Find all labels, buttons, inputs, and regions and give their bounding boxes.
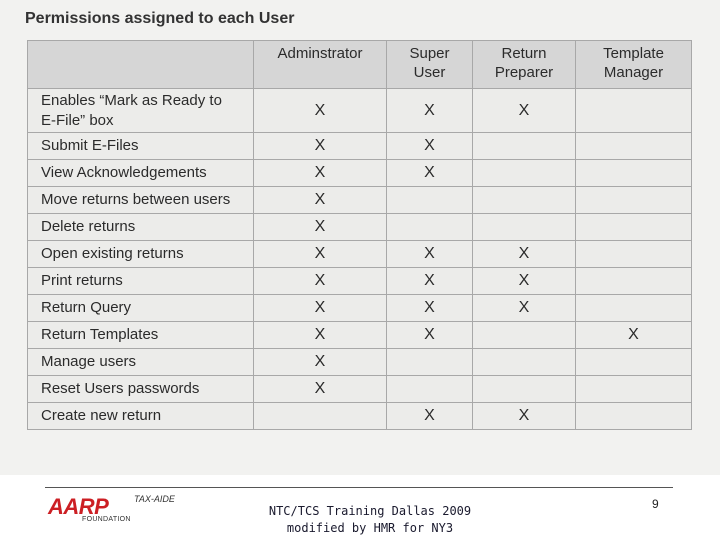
permission-cell (576, 133, 692, 160)
permission-cell (387, 376, 473, 403)
permission-cell: X (254, 268, 387, 295)
permission-cell: X (254, 295, 387, 322)
row-label: Create new return (28, 403, 254, 430)
table-row (28, 403, 692, 430)
row-label (28, 89, 254, 133)
table-row (28, 241, 692, 268)
table-row (28, 322, 692, 349)
row-label-line: Enables “Mark as Ready to (41, 91, 222, 109)
permission-cell: X (387, 160, 473, 187)
table-row (28, 187, 692, 214)
row-label: Open existing returns (28, 241, 254, 268)
permission-cell (387, 349, 473, 376)
table-row (28, 295, 692, 322)
permission-cell: X (254, 322, 387, 349)
permission-cell: X (254, 133, 387, 160)
permission-cell: X (473, 241, 576, 268)
table-row (28, 89, 692, 133)
table-row (28, 133, 692, 160)
row-label: Return Templates (28, 322, 254, 349)
column-header-template-manager (576, 41, 692, 89)
permission-cell (576, 214, 692, 241)
permission-cell: X (254, 89, 387, 133)
footer-divider (45, 487, 673, 488)
page-number: 9 (652, 497, 659, 511)
table-row (28, 214, 692, 241)
column-header-line: Adminstrator (277, 45, 363, 62)
column-header-super-user (387, 41, 473, 89)
column-header-return-preparer (473, 41, 576, 89)
permission-cell (387, 214, 473, 241)
permission-cell: X (387, 295, 473, 322)
permission-cell: X (387, 322, 473, 349)
logo-foundation: FOUNDATION (82, 516, 131, 523)
permission-cell (576, 187, 692, 214)
logo-wordmark: AARP (48, 494, 109, 519)
permission-cell: X (387, 403, 473, 430)
permission-cell (473, 322, 576, 349)
column-header-line: Template (603, 45, 664, 62)
permission-cell: X (473, 403, 576, 430)
permission-cell (254, 403, 387, 430)
page-title: Permissions assigned to each User (25, 10, 295, 27)
row-label-line: E-File” box (41, 111, 114, 129)
column-header-line: Manager (603, 64, 664, 81)
permission-cell (473, 214, 576, 241)
column-header-line: Return (501, 45, 547, 62)
permission-cell: X (387, 133, 473, 160)
permission-cell (576, 241, 692, 268)
permissions-table (27, 40, 692, 430)
table-header-row (28, 41, 692, 89)
logo-tax-aide: TAX-AIDE (134, 494, 175, 504)
row-label: Move returns between users (28, 187, 254, 214)
permission-cell: X (387, 268, 473, 295)
table-row (28, 160, 692, 187)
permission-cell: X (576, 322, 692, 349)
column-header-line: Preparer (494, 64, 554, 81)
permission-cell (576, 376, 692, 403)
row-label: Manage users (28, 349, 254, 376)
permission-cell (576, 295, 692, 322)
permission-cell: X (387, 89, 473, 133)
permission-cell (576, 403, 692, 430)
footer-line-2: modified by HMR for NY3 (286, 521, 454, 535)
permission-cell (473, 376, 576, 403)
permission-cell (576, 268, 692, 295)
permission-cell (473, 349, 576, 376)
row-label: Reset Users passwords (28, 376, 254, 403)
row-label: Return Query (28, 295, 254, 322)
permission-cell: X (254, 160, 387, 187)
table-row (28, 349, 692, 376)
footer-line-1: NTC/TCS Training Dallas 2009 (268, 504, 472, 518)
row-label: View Acknowledgements (28, 160, 254, 187)
footer-caption (250, 503, 490, 537)
column-header-line: User (413, 64, 446, 81)
column-header-administrator (254, 41, 387, 89)
permission-cell (576, 349, 692, 376)
permission-cell (387, 187, 473, 214)
permission-cell: X (387, 241, 473, 268)
permission-cell: X (254, 187, 387, 214)
permission-cell: X (473, 89, 576, 133)
table-row (28, 268, 692, 295)
row-label: Print returns (28, 268, 254, 295)
table-row (28, 376, 692, 403)
permission-cell: X (254, 214, 387, 241)
row-label: Submit E-Files (28, 133, 254, 160)
permission-cell (473, 187, 576, 214)
permission-cell: X (473, 268, 576, 295)
header-corner-cell (28, 41, 254, 89)
permission-cell (576, 89, 692, 133)
permission-cell (576, 160, 692, 187)
permission-cell: X (254, 349, 387, 376)
permission-cell: X (254, 241, 387, 268)
permission-cell: X (254, 376, 387, 403)
permission-cell (473, 133, 576, 160)
permission-cell: X (473, 295, 576, 322)
aarp-logo (48, 494, 198, 528)
row-label: Delete returns (28, 214, 254, 241)
permission-cell (473, 160, 576, 187)
column-header-line: Super (409, 45, 450, 62)
